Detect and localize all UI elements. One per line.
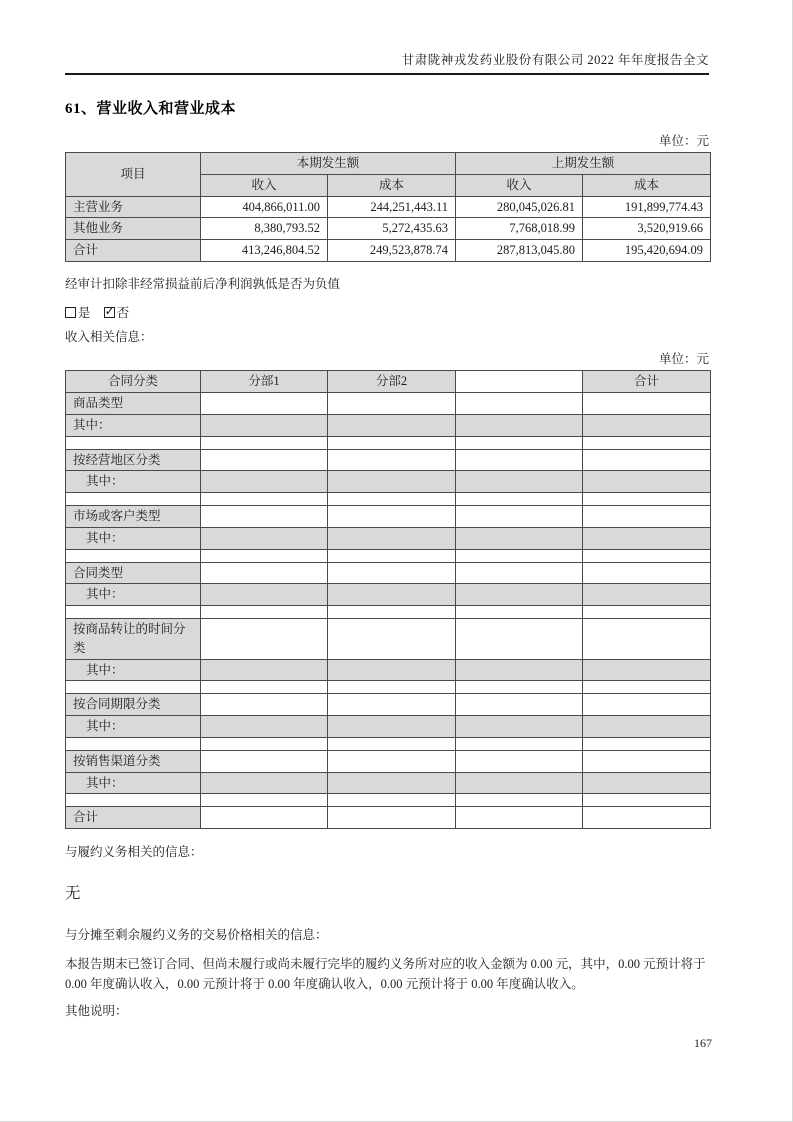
- empty-data-cell: [201, 584, 328, 606]
- empty-data-cell: [456, 750, 583, 772]
- row-label-cell: [66, 606, 201, 619]
- empty-data-cell: [583, 414, 711, 436]
- row-label-cell: [66, 794, 201, 807]
- table-row: [66, 694, 711, 716]
- empty-data-cell: [201, 619, 328, 660]
- table-row: [66, 414, 711, 436]
- empty-data-cell: [583, 659, 711, 681]
- checkbox-yes-item: [65, 306, 94, 320]
- table-row: [66, 493, 711, 506]
- empty-data-cell: [583, 737, 711, 750]
- empty-data-cell: [328, 807, 456, 829]
- empty-data-cell: [583, 393, 711, 415]
- empty-data-cell: [201, 506, 328, 528]
- empty-data-cell: [328, 527, 456, 549]
- empty-data-cell: [328, 506, 456, 528]
- empty-data-cell: [201, 449, 328, 471]
- row-label-cell: [66, 436, 201, 449]
- audit-question: 经审计扣除非经常损益前后净利润孰低是否为负值: [65, 276, 341, 291]
- section-title: 61、营业收入和营业成本: [65, 101, 237, 117]
- empty-data-cell: [456, 436, 583, 449]
- row-label-cell: 市场或客户类型: [66, 506, 201, 528]
- empty-data-cell: [456, 527, 583, 549]
- table-header-row: [66, 371, 711, 393]
- empty-data-cell: [583, 449, 711, 471]
- table-row: [66, 807, 711, 829]
- table-row: [66, 716, 711, 738]
- measure-column-header: 收入: [201, 174, 328, 196]
- contract-column-header: 合同分类: [66, 371, 201, 393]
- measure-column-header: 成本: [328, 174, 456, 196]
- table-header-row: [66, 153, 711, 175]
- row-label-cell: 商品类型: [66, 393, 201, 415]
- row-label-cell: 主营业务: [66, 196, 201, 218]
- allocation-info-label: 与分摊至剩余履约义务的交易价格相关的信息：: [65, 927, 328, 942]
- empty-data-cell: [328, 737, 456, 750]
- report-paragraph: 本报告期末已签订合同、但尚未履行或尚未履行完毕的履约义务所对应的收入金额为 0.00 元，其中，0.00 元预计将于 0.00 年度确认收入，0.00 元预计将于 0.00 年度确认收入，0.00 元预计将于 0.00 年度确认收入。: [65, 956, 706, 992]
- period-group-header: 本期发生额: [201, 153, 456, 175]
- row-label-cell: 其中：: [66, 716, 201, 738]
- empty-data-cell: [328, 606, 456, 619]
- row-label-cell: 合计: [66, 807, 201, 829]
- unit-label: 单位：元: [658, 134, 709, 148]
- empty-data-cell: [583, 471, 711, 493]
- empty-data-cell: [456, 681, 583, 694]
- empty-data-cell: [456, 794, 583, 807]
- empty-data-cell: [583, 549, 711, 562]
- revenue-info-label: 收入相关信息：: [65, 329, 153, 344]
- table-row: [66, 471, 711, 493]
- empty-data-cell: [456, 606, 583, 619]
- row-label-cell: [66, 681, 201, 694]
- empty-data-cell: [201, 807, 328, 829]
- contract-column-header: [456, 371, 583, 393]
- empty-data-cell: [201, 527, 328, 549]
- table-row: [66, 240, 711, 262]
- row-label-cell: 按合同期限分类: [66, 694, 201, 716]
- empty-data-cell: [201, 681, 328, 694]
- empty-data-cell: [456, 506, 583, 528]
- empty-data-cell: [583, 772, 711, 794]
- amount-cell: 195,420,694.09: [583, 240, 711, 262]
- row-label-cell: 按经营地区分类: [66, 449, 201, 471]
- contract-table-body: [66, 393, 711, 829]
- period-group-header: 上期发生额: [456, 153, 711, 175]
- row-label-cell: [66, 737, 201, 750]
- row-label-cell: [66, 493, 201, 506]
- empty-data-cell: [456, 449, 583, 471]
- amount-cell: 404,866,011.00: [201, 196, 328, 218]
- empty-data-cell: [583, 750, 711, 772]
- contract-column-header: 合计: [583, 371, 711, 393]
- empty-data-cell: [456, 414, 583, 436]
- table-row: [66, 794, 711, 807]
- row-label-cell: 其中：: [66, 659, 201, 681]
- amount-cell: 5,272,435.63: [328, 218, 456, 240]
- empty-data-cell: [328, 393, 456, 415]
- empty-data-cell: [201, 694, 328, 716]
- empty-data-cell: [328, 449, 456, 471]
- empty-data-cell: [456, 549, 583, 562]
- empty-data-cell: [583, 527, 711, 549]
- checkbox-row: [65, 303, 709, 321]
- table-row: [66, 772, 711, 794]
- empty-data-cell: [201, 737, 328, 750]
- empty-data-cell: [583, 606, 711, 619]
- empty-data-cell: [328, 694, 456, 716]
- table-row: [66, 218, 711, 240]
- checkbox-no-label: 否: [116, 305, 130, 320]
- page-number: 167: [694, 1036, 712, 1050]
- empty-data-cell: [583, 794, 711, 807]
- empty-data-cell: [583, 506, 711, 528]
- empty-data-cell: [328, 772, 456, 794]
- empty-data-cell: [201, 436, 328, 449]
- table-row: [66, 737, 711, 750]
- empty-data-cell: [328, 471, 456, 493]
- amount-cell: 413,246,804.52: [201, 240, 328, 262]
- empty-data-cell: [201, 549, 328, 562]
- table-row: [66, 562, 711, 584]
- revenue-cost-table-head: [66, 153, 711, 197]
- row-label-cell: 合同类型: [66, 562, 201, 584]
- empty-data-cell: [201, 716, 328, 738]
- table-row: [66, 393, 711, 415]
- check-mark-icon: ✓: [104, 303, 115, 318]
- empty-data-cell: [583, 716, 711, 738]
- amount-cell: 8,380,793.52: [201, 218, 328, 240]
- empty-data-cell: [583, 493, 711, 506]
- row-label-cell: 其中：: [66, 772, 201, 794]
- table-row: [66, 750, 711, 772]
- table-row: [66, 659, 711, 681]
- empty-data-cell: [328, 659, 456, 681]
- empty-data-cell: [456, 772, 583, 794]
- empty-data-cell: [328, 493, 456, 506]
- empty-data-cell: [201, 471, 328, 493]
- measure-column-header: 收入: [456, 174, 583, 196]
- empty-data-cell: [456, 619, 583, 660]
- empty-data-cell: [328, 619, 456, 660]
- empty-data-cell: [456, 694, 583, 716]
- measure-column-header: 成本: [583, 174, 711, 196]
- empty-data-cell: [201, 750, 328, 772]
- amount-cell: 7,768,018.99: [456, 218, 583, 240]
- empty-data-cell: [201, 772, 328, 794]
- table-row: [66, 584, 711, 606]
- contract-table-head: [66, 371, 711, 393]
- page-header-title: 甘肃陇神戎发药业股份有限公司 2022 年年度报告全文: [65, 50, 709, 75]
- contract-column-header: 分部2: [328, 371, 456, 393]
- row-label-cell: 其中：: [66, 527, 201, 549]
- empty-data-cell: [456, 562, 583, 584]
- empty-data-cell: [583, 584, 711, 606]
- obligation-info-label: 与履约义务相关的信息：: [65, 845, 203, 859]
- empty-data-cell: [456, 716, 583, 738]
- item-column-header: 项目: [66, 153, 201, 197]
- row-label-cell: [66, 549, 201, 562]
- amount-cell: 244,251,443.11: [328, 196, 456, 218]
- empty-data-cell: [201, 414, 328, 436]
- checkbox-no-item: [104, 303, 130, 320]
- row-label-cell: 按销售渠道分类: [66, 750, 201, 772]
- checkbox-yes-label: 是: [78, 305, 91, 320]
- unit-label: 单位：元: [658, 352, 709, 367]
- empty-data-cell: [328, 794, 456, 807]
- checkbox-yes-icon: [65, 307, 76, 318]
- table-row: [66, 527, 711, 549]
- empty-data-cell: [456, 493, 583, 506]
- row-label-cell: 按商品转让的时间分类: [66, 619, 201, 660]
- row-label-cell: 合计: [66, 240, 201, 262]
- table-row: [66, 619, 711, 660]
- other-notes-label: 其他说明：: [65, 1003, 128, 1018]
- amount-cell: 280,045,026.81: [456, 196, 583, 218]
- none-text: 无: [65, 884, 81, 902]
- table-row: [66, 436, 711, 449]
- amount-cell: 287,813,045.80: [456, 240, 583, 262]
- empty-data-cell: [201, 794, 328, 807]
- empty-data-cell: [201, 493, 328, 506]
- contract-classification-table: [65, 370, 711, 829]
- empty-data-cell: [201, 659, 328, 681]
- amount-cell: 3,520,919.66: [583, 218, 711, 240]
- empty-data-cell: [328, 584, 456, 606]
- empty-data-cell: [201, 606, 328, 619]
- empty-data-cell: [583, 694, 711, 716]
- checkbox-no-icon: [104, 303, 115, 318]
- empty-data-cell: [583, 681, 711, 694]
- empty-data-cell: [328, 716, 456, 738]
- empty-data-cell: [201, 562, 328, 584]
- row-label-cell: 其中：: [66, 584, 201, 606]
- empty-data-cell: [328, 436, 456, 449]
- revenue-cost-table: [65, 152, 711, 262]
- empty-data-cell: [328, 562, 456, 584]
- empty-data-cell: [328, 681, 456, 694]
- amount-cell: 191,899,774.43: [583, 196, 711, 218]
- empty-data-cell: [456, 659, 583, 681]
- empty-data-cell: [328, 750, 456, 772]
- table-row: [66, 506, 711, 528]
- empty-data-cell: [456, 393, 583, 415]
- row-label-cell: 其中：: [66, 414, 201, 436]
- empty-data-cell: [583, 807, 711, 829]
- empty-data-cell: [328, 549, 456, 562]
- empty-data-cell: [456, 471, 583, 493]
- empty-data-cell: [583, 562, 711, 584]
- contract-column-header: 分部1: [201, 371, 328, 393]
- row-label-cell: 其他业务: [66, 218, 201, 240]
- empty-data-cell: [583, 436, 711, 449]
- empty-data-cell: [456, 584, 583, 606]
- table-row: [66, 196, 711, 218]
- empty-data-cell: [328, 414, 456, 436]
- amount-cell: 249,523,878.74: [328, 240, 456, 262]
- empty-data-cell: [201, 393, 328, 415]
- row-label-cell: 其中：: [66, 471, 201, 493]
- empty-data-cell: [456, 807, 583, 829]
- empty-data-cell: [583, 619, 711, 660]
- empty-data-cell: [456, 737, 583, 750]
- table-row: [66, 606, 711, 619]
- table-row: [66, 681, 711, 694]
- revenue-cost-table-body: [66, 196, 711, 261]
- table-row: [66, 449, 711, 471]
- table-row: [66, 549, 711, 562]
